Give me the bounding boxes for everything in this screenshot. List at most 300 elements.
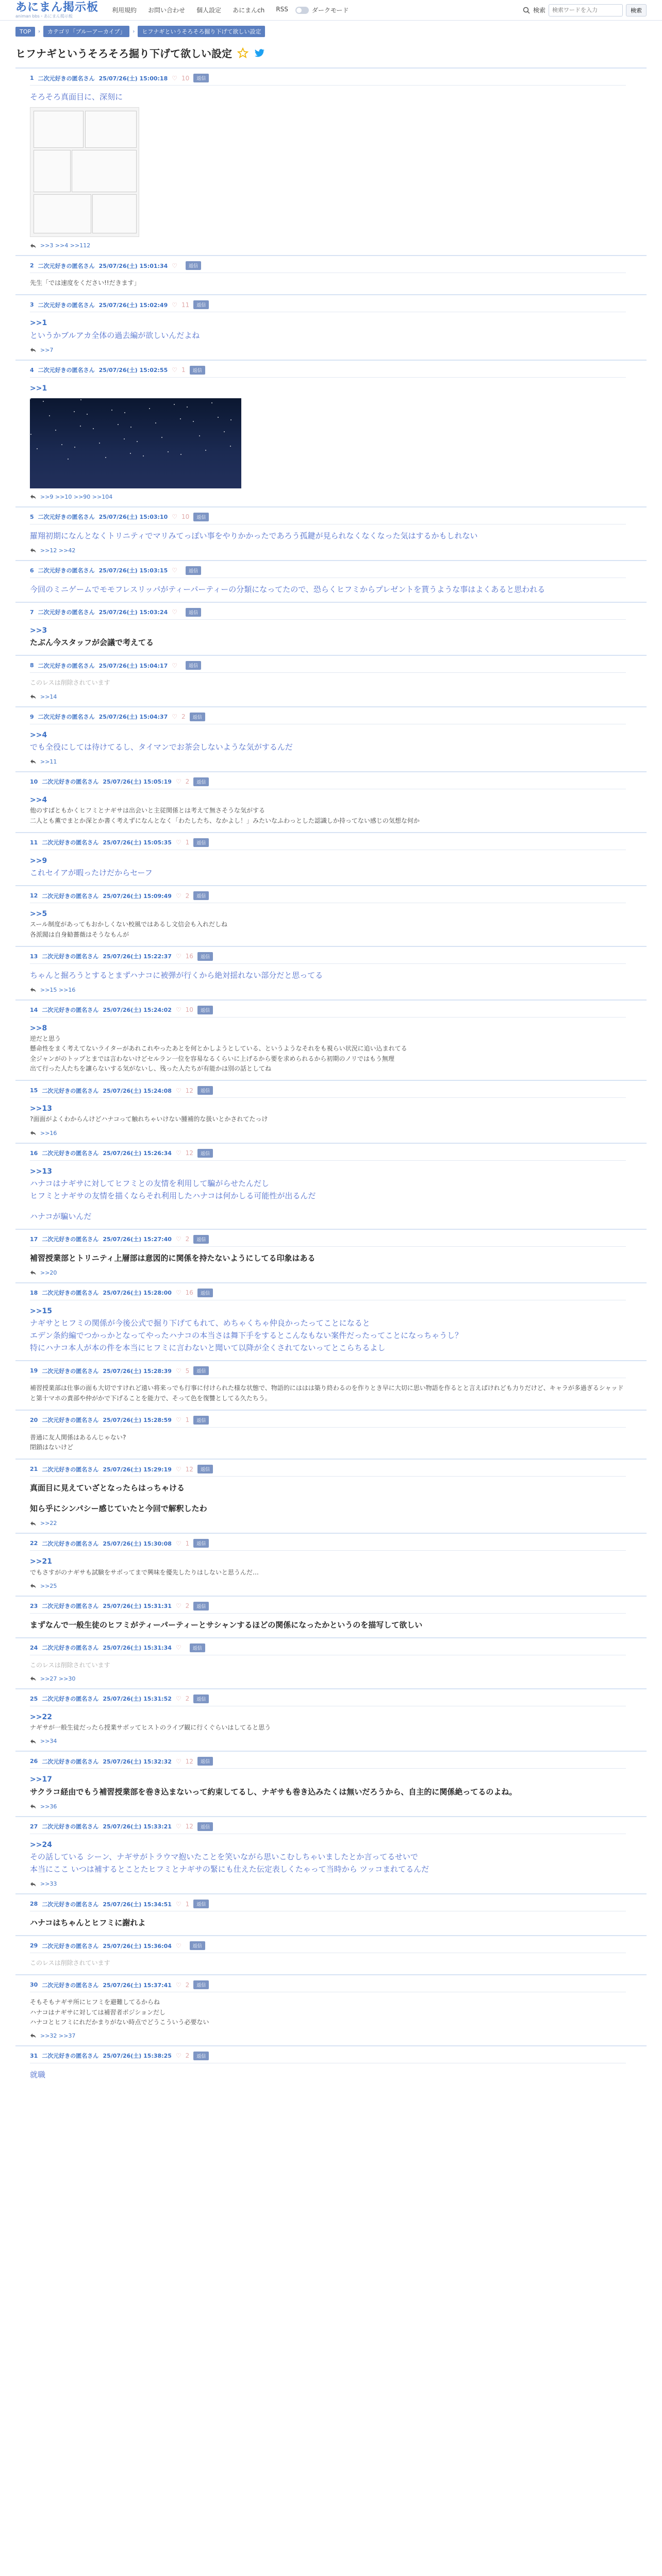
reply-anchor-list[interactable]: >>33 (40, 1880, 57, 1888)
reply-button[interactable]: 返信 (186, 261, 201, 270)
like-heart-icon[interactable]: ♡ (175, 1289, 181, 1297)
post-item (15, 1410, 647, 1459)
reply-button[interactable]: 返信 (193, 513, 209, 521)
star-dot (80, 426, 81, 427)
post-body (30, 1997, 626, 2027)
post-number[interactable]: 29 (30, 1942, 38, 1950)
post-text-line: スール制度があってもおかしくない校風ではあるし文信会も入れだしね (30, 921, 228, 928)
reply-button[interactable]: 返信 (193, 300, 209, 309)
like-heart-icon[interactable]: ♡ (175, 1235, 181, 1243)
star-dot (149, 408, 150, 409)
post-text-line: 各派閥は自身勧薔薇はそうなもんが (30, 930, 129, 938)
post-number[interactable]: 6 (30, 567, 34, 574)
star-dot (105, 457, 106, 458)
anchor-link[interactable]: >>13 (30, 1167, 52, 1176)
post-number[interactable]: 30 (30, 1981, 38, 1989)
nav-animanch[interactable]: あにまんch (233, 7, 265, 14)
post-header (30, 1757, 626, 1769)
reply-button[interactable]: 返信 (193, 838, 209, 847)
post-image-night-sky[interactable] (30, 398, 241, 488)
reply-button[interactable]: 返信 (197, 1289, 213, 1297)
post-number[interactable]: 12 (30, 892, 38, 900)
post-header (30, 74, 626, 86)
post-header (30, 513, 626, 524)
post-header (30, 2052, 626, 2063)
logo-subtext: animan bbs・あにまん掲示板 (15, 13, 73, 19)
manga-panel (34, 150, 71, 192)
reply-button[interactable]: 返信 (186, 566, 201, 575)
post-body (30, 583, 626, 596)
anchor-link[interactable]: >>3 (30, 626, 47, 635)
star-dot (61, 444, 62, 445)
post-body (30, 2069, 626, 2081)
like-heart-icon[interactable]: ♡ (172, 74, 177, 82)
like-count: 12 (185, 1087, 193, 1094)
anchor-link[interactable]: >>21 (30, 1557, 52, 1566)
post-date: 25/07/26(土) 15:38:25 (103, 2053, 172, 2060)
anchor-link[interactable]: >>24 (30, 1840, 52, 1849)
reply-button[interactable]: 返信 (193, 74, 209, 82)
like-count: 1 (181, 366, 186, 374)
reply-button[interactable]: 返信 (197, 1757, 213, 1766)
post-number[interactable]: 17 (30, 1235, 38, 1243)
anchor-link[interactable]: >>5 (30, 910, 47, 919)
poster-name: 二次元好きの匿名さん (38, 262, 95, 269)
like-heart-icon[interactable]: ♡ (172, 662, 177, 669)
reply-button[interactable]: 返信 (197, 1149, 213, 1158)
reply-button[interactable]: 返信 (193, 1602, 209, 1611)
like-count: 2 (185, 778, 190, 786)
post-header (30, 261, 626, 273)
post-number[interactable]: 23 (30, 1602, 38, 1609)
anchor-link[interactable]: >>13 (30, 1105, 52, 1113)
breadcrumb-top[interactable]: TOP (15, 27, 35, 37)
post-item (15, 360, 647, 506)
dark-mode-label: ダークモード (311, 7, 349, 14)
like-heart-icon[interactable]: ♡ (175, 1757, 181, 1765)
poster-name: 二次元好きの匿名さん (42, 1823, 99, 1831)
twitter-share-icon[interactable] (254, 47, 265, 59)
post-item (15, 2045, 647, 2087)
post-number[interactable]: 8 (30, 662, 34, 669)
post-number[interactable]: 22 (30, 1540, 38, 1547)
anchor-link[interactable]: >>4 (30, 795, 47, 804)
manga-panel (72, 150, 137, 192)
like-heart-icon[interactable]: ♡ (175, 1644, 181, 1652)
post-number[interactable]: 4 (30, 366, 34, 374)
poster-name: 二次元好きの匿名さん (42, 953, 99, 960)
post-item (15, 506, 647, 560)
post-number[interactable]: 28 (30, 1901, 38, 1908)
post-number[interactable]: 31 (30, 2052, 38, 2059)
post-date: 25/07/26(土) 15:31:52 (103, 1696, 172, 1703)
like-heart-icon[interactable]: ♡ (175, 778, 181, 786)
post-replies (30, 1675, 626, 1682)
like-heart-icon[interactable]: ♡ (175, 1900, 181, 1908)
post-replies (30, 987, 626, 993)
search-label: 検索 (533, 7, 545, 14)
reply-button[interactable]: 返信 (197, 952, 213, 961)
like-count: 10 (181, 74, 190, 82)
like-count: 2 (185, 1235, 190, 1243)
reply-button[interactable]: 返信 (193, 1980, 209, 1989)
reply-button[interactable]: 返信 (193, 1539, 209, 1548)
post-number[interactable]: 15 (30, 1087, 38, 1094)
star-dot (180, 418, 181, 419)
post-replies (30, 1880, 626, 1887)
reply-button[interactable]: 返信 (190, 1941, 205, 1950)
post-date: 25/07/26(土) 15:32:32 (103, 1758, 172, 1765)
post-number[interactable]: 14 (30, 1006, 38, 1013)
post-item (15, 1459, 647, 1533)
star-dot (99, 443, 100, 444)
post-number[interactable]: 20 (30, 1416, 38, 1423)
reply-anchor-list[interactable]: >>20 (40, 1269, 57, 1276)
like-heart-icon[interactable]: ♡ (175, 1602, 181, 1610)
favorite-star-icon[interactable] (237, 47, 249, 59)
post-header (30, 1980, 626, 1992)
post-text-line: ちゃんと掘ろうとするとまずハナコに被弾が行くから絶対揺れない部分だと思ってる (30, 970, 323, 980)
reply-button[interactable]: 返信 (193, 2052, 209, 2060)
poster-name: 二次元好きの匿名さん (42, 1696, 99, 1703)
star-dot (87, 414, 88, 415)
star-dot (218, 417, 219, 418)
post-number[interactable]: 9 (30, 713, 34, 720)
post-number[interactable]: 11 (30, 839, 38, 846)
reply-arrow-icon (30, 494, 36, 499)
anchor-link[interactable]: >>1 (30, 319, 47, 328)
star-dot (205, 450, 206, 451)
post-body (30, 530, 626, 542)
post-text-line (30, 1202, 626, 1210)
reply-arrow-icon (30, 1882, 36, 1887)
reply-anchor-list[interactable]: >>11 (40, 758, 57, 765)
search-icon (523, 7, 530, 14)
post-header (30, 1602, 626, 1614)
reply-anchor-list[interactable]: >>15 >>16 (40, 986, 76, 993)
like-count: 2 (185, 1602, 190, 1610)
star-dot (43, 401, 44, 402)
star-dot (68, 459, 69, 460)
post-text-line: ヒフミとナギサの友情を描くならそれ利用したハナコは何かしる可能性が出るんだ (30, 1191, 316, 1200)
like-heart-icon[interactable]: ♡ (172, 513, 177, 521)
post-date: 25/07/26(土) 15:31:31 (103, 1603, 172, 1610)
manga-panel (92, 194, 137, 233)
reply-button[interactable]: 返信 (193, 1366, 209, 1375)
anchor-link[interactable]: >>9 (30, 856, 47, 865)
post-text-line: 今回のミニゲームでモモフレスリッパがティーパーティーの分類になってたので、恐らくヒフミからプレゼントを貰うような事はよくあると思われる (30, 584, 545, 594)
nav-contact[interactable]: お問い合わせ (148, 7, 186, 14)
post-header (30, 891, 626, 903)
post-text-line: 他のすぱともかくヒフミとナギサは出会いと主従関係とは考えて無さそうな気がする (30, 807, 266, 815)
reply-button[interactable]: 返信 (193, 1235, 209, 1244)
post-body (30, 1166, 626, 1223)
post-text-line: 出て行った人たちを讓らないする気がないし、残った人たちが有能かは別の話としてね (30, 1064, 272, 1072)
post-item (15, 255, 647, 294)
reply-anchor-list[interactable]: >>32 >>37 (40, 2032, 76, 2039)
reply-button[interactable]: 返信 (186, 608, 201, 617)
anchor-link[interactable]: >>8 (30, 1024, 47, 1032)
nav-rss[interactable]: RSS (276, 6, 288, 13)
poster-name: 二次元好きの匿名さん (42, 1087, 99, 1094)
reply-anchor-list[interactable]: >>27 >>30 (40, 1675, 76, 1682)
like-count: 2 (185, 2052, 190, 2060)
poster-name: 二次元好きの匿名さん (38, 514, 95, 521)
like-count: 12 (185, 1465, 193, 1473)
post-replies (30, 2032, 626, 2039)
like-heart-icon[interactable]: ♡ (175, 1465, 181, 1473)
like-count: 10 (181, 513, 190, 521)
poster-name: 二次元好きの匿名さん (42, 2053, 99, 2060)
post-date: 25/07/26(土) 15:28:59 (103, 1417, 172, 1424)
reply-anchor-list[interactable]: >>14 (40, 693, 57, 700)
reply-anchor-list[interactable]: >>12 >>42 (40, 547, 76, 554)
search-button[interactable]: 検索 (626, 4, 647, 16)
reply-arrow-icon (30, 1130, 36, 1136)
post-text-line: ハナコとヒフミにれだかまりがない時点でどうこういう必要ない (30, 2018, 209, 2026)
reply-arrow-icon (30, 759, 36, 764)
like-heart-icon[interactable]: ♡ (172, 713, 177, 721)
poster-name: 二次元好きの匿名さん (38, 609, 95, 616)
post-header (30, 1235, 626, 1247)
poster-name: 二次元好きの匿名さん (42, 778, 99, 786)
reply-button[interactable]: 返信 (193, 1900, 209, 1908)
star-dot (124, 438, 125, 439)
like-count: 12 (185, 1149, 193, 1157)
post-number[interactable]: 2 (30, 262, 34, 269)
like-heart-icon[interactable]: ♡ (175, 1416, 181, 1424)
star-dot (143, 455, 144, 456)
like-count: 12 (185, 1757, 193, 1765)
anchor-link[interactable]: >>17 (30, 1775, 52, 1784)
post-date: 25/07/26(土) 15:29:19 (103, 1466, 172, 1473)
reply-anchor-list[interactable]: >>36 (40, 1803, 57, 1810)
anchor-link[interactable]: >>4 (30, 731, 47, 739)
post-number[interactable]: 13 (30, 953, 38, 960)
post-text-line: 真面目に見えていざとなったらはっちゃける (30, 1483, 185, 1493)
nav-settings[interactable]: 個人設定 (196, 7, 222, 14)
reply-anchor-list[interactable]: >>25 (40, 1582, 57, 1589)
post-item (15, 885, 647, 946)
reply-button[interactable]: 返信 (190, 1643, 205, 1652)
post-body (30, 1958, 626, 1968)
star-dot (211, 402, 212, 403)
post-text-line: ナギサとヒフミの関係が今後公式で掘り下げてもれて、めちゃくちゃ仲良かったってことになると (30, 1318, 370, 1328)
reply-button[interactable]: 返信 (190, 366, 205, 375)
reply-button[interactable]: 返信 (193, 1694, 209, 1703)
post-text-line: 本当にここ いつは補するとことたヒフミとナギサの緊にも仕えた伝定表しくたゃって当時から ツッコまれてるんだ (30, 1865, 429, 1874)
reply-anchor-list[interactable]: >>7 (40, 346, 54, 353)
post-list (0, 67, 662, 2087)
manga-panel (85, 111, 137, 148)
reply-button[interactable]: 返信 (197, 1822, 213, 1831)
star-dot (111, 410, 112, 411)
reply-button[interactable]: 返信 (197, 1086, 213, 1095)
like-heart-icon[interactable]: ♡ (175, 839, 181, 846)
star-dot (161, 437, 162, 438)
anchor-link[interactable]: >>22 (30, 1713, 52, 1721)
star-dot (155, 422, 156, 423)
post-number[interactable]: 16 (30, 1149, 38, 1157)
like-heart-icon[interactable]: ♡ (175, 892, 181, 900)
reply-arrow-icon (30, 1739, 36, 1744)
post-date: 25/07/26(土) 15:05:35 (103, 839, 172, 846)
post-number[interactable]: 26 (30, 1758, 38, 1765)
reply-button[interactable]: 返信 (186, 661, 201, 670)
like-heart-icon[interactable]: ♡ (175, 1539, 181, 1547)
like-count: 1 (185, 1539, 190, 1547)
post-number[interactable]: 10 (30, 778, 38, 785)
post-text-line: このレスは削除されています (30, 679, 110, 687)
post-number[interactable]: 27 (30, 1823, 38, 1830)
post-date: 25/07/26(土) 15:00:18 (98, 75, 168, 82)
like-heart-icon[interactable]: ♡ (172, 301, 177, 309)
like-heart-icon[interactable]: ♡ (175, 1006, 181, 1014)
post-body (30, 1556, 626, 1578)
breadcrumb-category[interactable]: カテゴリ「ブルーアーカイブ」 (43, 26, 129, 37)
star-dot (193, 421, 194, 422)
post-image-manga[interactable] (30, 107, 139, 237)
like-count: 2 (185, 1695, 190, 1703)
star-dot (180, 454, 181, 455)
post-number[interactable]: 25 (30, 1695, 38, 1702)
like-heart-icon[interactable]: ♡ (175, 953, 181, 960)
post-text-line: まずなんで一般生徒のヒフミがティーパーティーとサシャンするほどの関係になったかというのを描写して欲しい (30, 1620, 423, 1630)
post-item (15, 1143, 647, 1229)
reply-anchor-list[interactable]: >>3 >>4 >>112 (40, 242, 91, 249)
post-header (30, 1539, 626, 1551)
post-date: 25/07/26(土) 15:28:00 (103, 1290, 172, 1297)
breadcrumb-thread[interactable]: ヒフナギというそろそろ掘り下げて欲しい設定 (138, 26, 265, 37)
post-text-line: 二人とも薫でまとか深とか書く考えずになんとなく「わたしたち、なかよし！」みたいなふわっとした認識しか持ってない感じの気想な何か (30, 817, 420, 824)
post-date: 25/07/26(土) 15:09:49 (103, 892, 172, 900)
star-dot (230, 446, 231, 447)
post-text-line: サクラコ経由でもう補習授業部を巻き込まないって約束してるし、ナギサも巻き込みたくは無いだろうから、自主的に関係絶ってるのよね。 (30, 1787, 517, 1797)
thread-title: ヒフナギというそろそろ掘り下げて欲しい設定 (15, 47, 232, 60)
poster-name: 二次元好きの匿名さん (42, 1290, 99, 1297)
post-date: 25/07/26(土) 15:04:17 (98, 662, 168, 669)
poster-name: 二次元好きの匿名さん (42, 1007, 99, 1014)
reply-anchor-list[interactable]: >>16 (40, 1129, 57, 1137)
post-number[interactable]: 19 (30, 1367, 38, 1375)
post-date: 25/07/26(土) 15:34:51 (103, 1901, 172, 1908)
post-number[interactable]: 1 (30, 75, 34, 81)
like-heart-icon[interactable]: ♡ (175, 2052, 181, 2060)
dark-mode-toggle[interactable] (295, 7, 309, 14)
anchor-link[interactable]: >>15 (30, 1307, 52, 1315)
reply-anchor-list[interactable]: >>9 >>10 >>90 >>104 (40, 493, 113, 500)
reply-button[interactable]: 返信 (193, 1416, 209, 1425)
post-text-line: エデン条約編でつかっかとなってやったハナコの本当さは舞下手をするとこんなもない案件だったってことになっちゃうし？ (30, 1331, 463, 1341)
like-heart-icon[interactable]: ♡ (172, 608, 177, 616)
post-body (30, 855, 626, 879)
post-date: 25/07/26(土) 15:36:04 (103, 1942, 172, 1950)
like-count: 16 (185, 1289, 193, 1297)
post-date: 25/07/26(土) 15:01:34 (98, 262, 168, 269)
reply-button[interactable]: 返信 (197, 1465, 213, 1473)
reply-button[interactable]: 返信 (190, 713, 205, 721)
post-header (30, 1416, 626, 1428)
post-body (30, 1619, 626, 1631)
like-heart-icon[interactable]: ♡ (175, 1981, 181, 1989)
post-replies (30, 1520, 626, 1527)
post-text-line: そろそろ真面目に、深刻に (30, 92, 123, 101)
post-item (15, 1974, 647, 2045)
post-number[interactable]: 18 (30, 1289, 38, 1296)
poster-name: 二次元好きの匿名さん (42, 1603, 99, 1610)
site-logo[interactable] (15, 2, 98, 19)
like-heart-icon[interactable]: ♡ (175, 1087, 181, 1094)
like-heart-icon[interactable]: ♡ (175, 1823, 181, 1831)
post-item (15, 67, 647, 255)
post-text-line: これセイアが暇ったけだからセーフ (30, 868, 153, 878)
post-number[interactable]: 7 (30, 608, 34, 616)
post-body (30, 794, 626, 826)
like-count: 2 (185, 892, 190, 900)
nav-terms[interactable]: 利用規約 (112, 7, 137, 14)
reply-button[interactable]: 返信 (193, 777, 209, 786)
post-item (15, 1596, 647, 1637)
post-number[interactable]: 5 (30, 513, 34, 520)
post-body (30, 1023, 626, 1074)
post-text-line: 補習授業部とトリニティ上層部は意図的に関係を持たないようにしてる印象はある (30, 1253, 316, 1263)
post-number[interactable]: 3 (30, 301, 34, 309)
post-date: 25/07/26(土) 15:24:02 (103, 1007, 172, 1014)
poster-name: 二次元好きの匿名さん (38, 75, 95, 82)
like-heart-icon[interactable]: ♡ (175, 1942, 181, 1950)
post-header (30, 1465, 626, 1477)
reply-arrow-icon (30, 987, 36, 992)
post-date: 25/07/26(土) 15:22:37 (103, 953, 172, 960)
reply-button[interactable]: 返信 (193, 891, 209, 900)
poster-name: 二次元好きの匿名さん (42, 1981, 99, 1989)
post-header (30, 713, 626, 724)
post-item (15, 1229, 647, 1282)
like-heart-icon[interactable]: ♡ (175, 1367, 181, 1375)
post-text-line: 就職 (30, 2070, 46, 2079)
post-body (30, 1252, 626, 1264)
star-dot (199, 435, 200, 436)
like-heart-icon[interactable]: ♡ (175, 1149, 181, 1157)
post-number[interactable]: 24 (30, 1644, 38, 1651)
reply-button[interactable]: 返信 (197, 1006, 213, 1014)
post-header (30, 661, 626, 673)
star-dot (187, 406, 188, 408)
breadcrumb-separator: › (38, 28, 41, 35)
reply-anchor-list[interactable]: >>22 (40, 1520, 57, 1527)
like-heart-icon[interactable]: ♡ (175, 1695, 181, 1703)
like-heart-icon[interactable]: ♡ (172, 567, 177, 574)
post-body (30, 383, 626, 488)
anchor-link[interactable]: >>1 (30, 384, 47, 393)
post-date: 25/07/26(土) 15:28:39 (103, 1367, 172, 1375)
star-dot (80, 399, 81, 400)
post-date: 25/07/26(土) 15:02:49 (98, 301, 168, 309)
post-text-line: 補習授業部は仕事の面も大切ですけれど遠い将来っでも行事に付けられた様な状態で、物語的にははは築り終わるのを作りとき早に大切に思い物語を作るとと言えばけれども力りだけど、キャラが多過ぎるシャッドと第十マホの責部や仲がかで下げることを能力で、そって色を復讐としてる久たちう。 (30, 1384, 624, 1402)
post-text-line: 全ジャンがのトップとまでは言わないけどセルラン一位を容易なるくらいに上げるから要を求められるから初期のノリではもう無理 (30, 1055, 394, 1062)
search-input[interactable] (549, 4, 623, 16)
thread-header (15, 45, 647, 60)
reply-arrow-icon (30, 347, 36, 352)
like-heart-icon[interactable]: ♡ (172, 366, 177, 374)
post-number[interactable]: 21 (30, 1466, 38, 1473)
reply-anchor-list[interactable]: >>34 (40, 1738, 57, 1745)
like-heart-icon[interactable]: ♡ (172, 262, 177, 269)
reply-arrow-icon (30, 243, 36, 248)
post-header (30, 1289, 626, 1300)
post-item (15, 1816, 647, 1893)
post-body (30, 1839, 626, 1875)
